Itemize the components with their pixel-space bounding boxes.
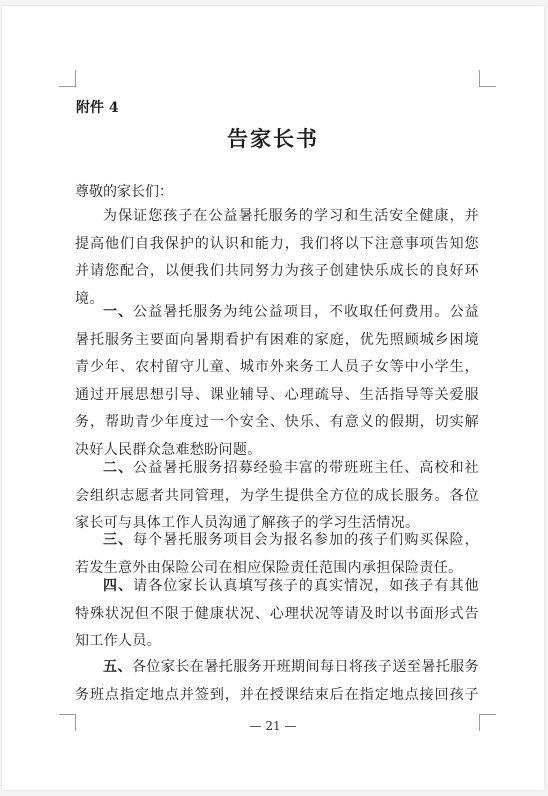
item-line: 会组织志愿者共同管理，为学生提供全方位的成长服务。各位 — [75, 487, 479, 504]
item-line: 通过开展思想引导、课业辅导、心理疏导、生活指导等关爱服 — [75, 386, 479, 403]
item-paragraph-4 — [75, 573, 479, 656]
item-paragraph-2 — [75, 455, 479, 538]
item-line: 决好人民群众急难愁盼问题。 — [75, 441, 262, 458]
greeting: 尊敬的家长们： — [75, 184, 173, 200]
item-lead: 一、 — [103, 304, 134, 320]
item-line: 特殊状况但不限于健康状况、心理状况等请及时以书面形式告 — [75, 605, 479, 622]
page-number: — 21 — — [249, 719, 297, 733]
intro-line: 境。 — [75, 290, 104, 307]
item-lead: 二、 — [103, 460, 134, 476]
intro-line: 为保证您孩子在公益暑托服务的学习和生活安全健康，并 — [103, 208, 479, 224]
item-line: 公益暑托服务招募经验丰富的带班班主任、高校和社 — [133, 460, 479, 476]
item-lead: 四、 — [103, 578, 134, 594]
item-line: 请各位家长认真填写孩子的真实情况，如孩子有其他 — [133, 578, 479, 594]
page-title: 告家长书 — [227, 126, 319, 151]
item-line: 各位家长在暑托服务开班期间每日将孩子送至暑托服务 — [131, 659, 479, 675]
crop-mark-top-left — [59, 70, 76, 87]
attachment-label: 附件 4 — [76, 100, 119, 116]
item-line: 青少年、农村留守儿童、城市外来务工人员子女等中小学生， — [75, 359, 479, 376]
document-page — [2, 6, 544, 790]
item-line: 知工作人员。 — [75, 633, 162, 650]
item-lead: 三、 — [103, 532, 134, 548]
item-line: 务，帮助青少年度过一个安全、快乐、有意义的假期，切实解 — [75, 414, 479, 431]
intro-paragraph — [75, 203, 479, 313]
item-line: 务班点指定地点并签到，并在授课结束后在指定地点接回孩子 — [75, 686, 479, 703]
intro-line: 提高他们自我保护的认识和能力，我们将以下注意事项告知您 — [75, 235, 479, 252]
item-paragraph-1 — [75, 299, 479, 465]
item-line: 暑托服务主要面向暑期看护有困难的家庭，优先照顾城乡困境 — [75, 331, 479, 348]
intro-line: 并请您配合，以便我们共同努力为孩子创建快乐成长的良好环 — [75, 263, 479, 280]
item-line: 若发生意外由保险公司在相应保险责任范围内承担保险责任。 — [75, 559, 463, 576]
item-paragraph-5 — [75, 654, 479, 709]
crop-mark-top-right — [479, 70, 496, 87]
item-line: 家长可与具体工作人员沟通了解孩子的学习生活情况。 — [75, 515, 420, 532]
item-line: 每个暑托服务项目会为报名参加的孩子们购买保险， — [133, 532, 479, 548]
item-line: 公益暑托服务为纯公益项目，不收取任何费用。公益 — [133, 304, 479, 320]
item-lead: 五、 — [103, 659, 132, 675]
